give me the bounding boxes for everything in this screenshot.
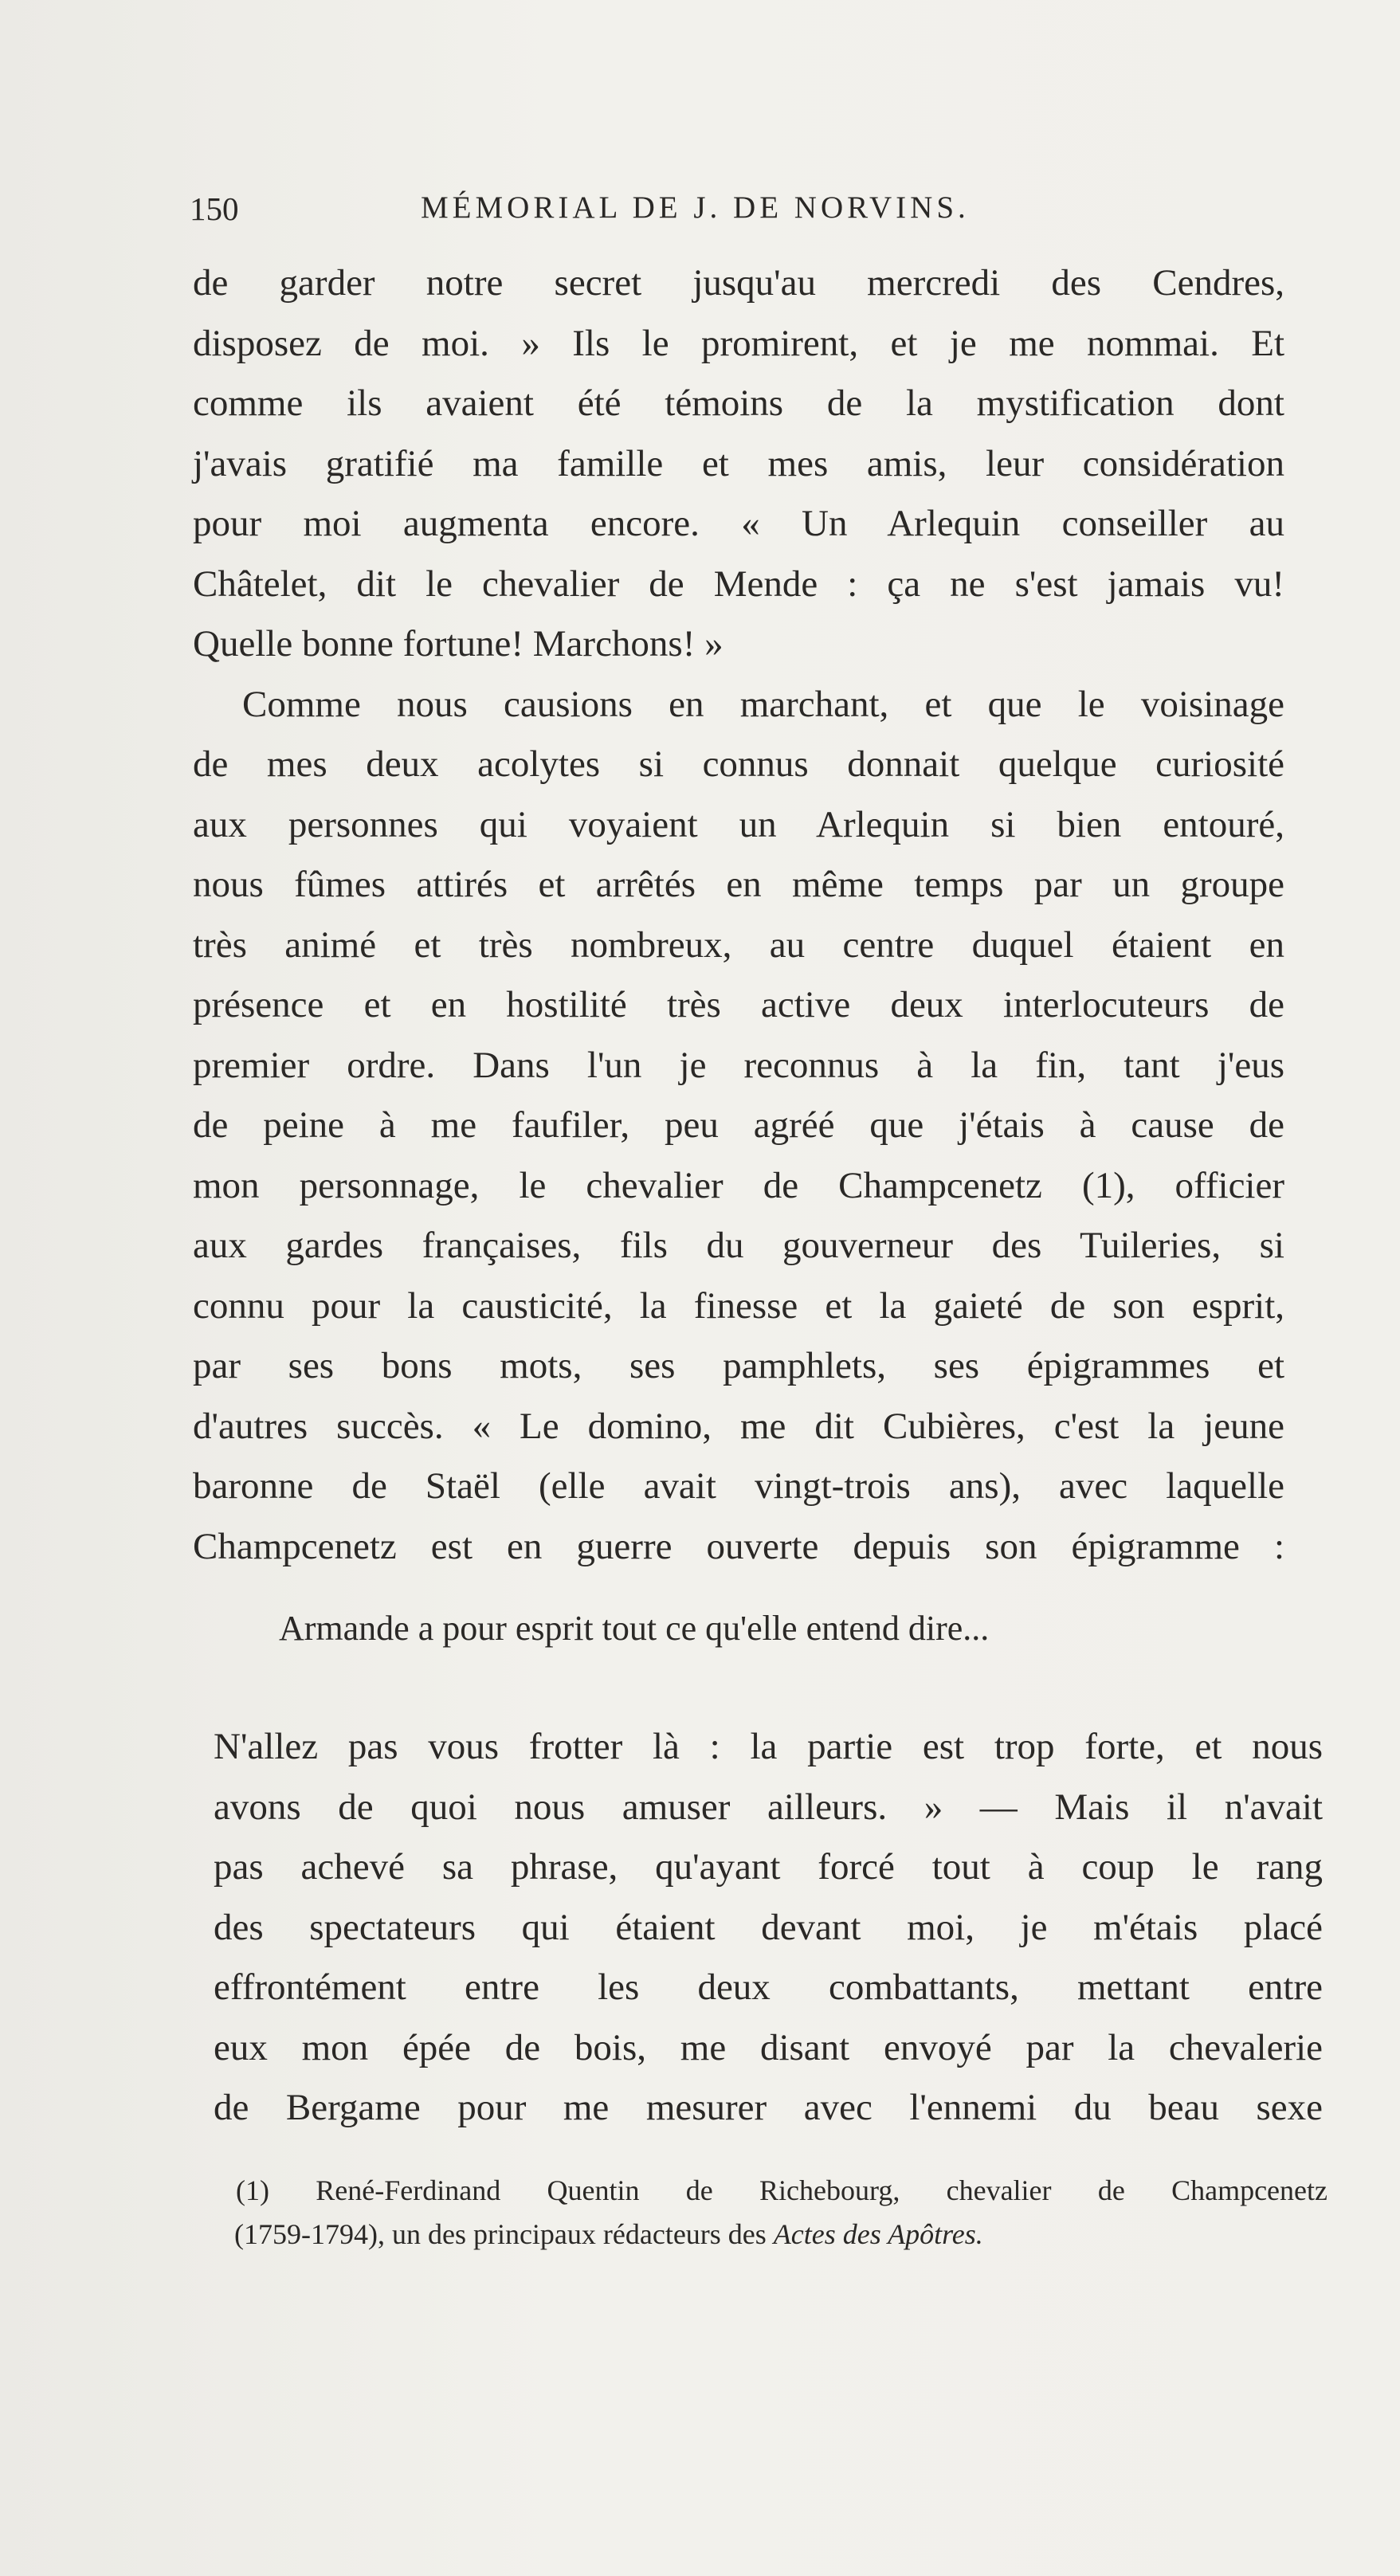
text-line: nous fûmes attirés et arrêtés en même temps par un groupe [193, 864, 1284, 905]
text-line: par ses bons mots, ses pamphlets, ses épigrammes et [193, 1345, 1284, 1386]
text-line: baronne de Staël (elle avait vingt-trois ans), avec laquelle [193, 1465, 1284, 1507]
footnote-line: (1) René-Ferdinand Quentin de Richebourg, chevalier de Champcenetz [236, 2174, 1327, 2206]
text-line: aux gardes françaises, fils du gouverneur des Tuileries, si [193, 1225, 1284, 1266]
text-line: Châtelet, dit le chevalier de Mende : ça ne s'est jamais vu! [193, 563, 1284, 605]
text-line: avons de quoi nous amuser ailleurs. » — Mais il n'avait [214, 1786, 1323, 1828]
page-number: 150 [190, 190, 239, 227]
text-line: N'allez pas vous frotter là : la partie est trop forte, et nous [214, 1726, 1323, 1767]
text-line: présence et en hostilité très active deux interlocuteurs de [193, 984, 1284, 1025]
text-line: connu pour la causticité, la finesse et la gaieté de son esprit, [193, 1284, 1284, 1327]
text-line: j'avais gratifié ma famille et mes amis, leur considération [193, 442, 1284, 484]
text-line: premier ordre. Dans l'un je reconnus à la fin, tant j'eus [193, 1044, 1284, 1086]
footnote [236, 2169, 1327, 2256]
text-line: Champcenetz est en guerre ouverte depuis son épigramme : [193, 1525, 1284, 1567]
text-line: pas achevé sa phrase, qu'ayant forcé tout à coup le rang [214, 1846, 1323, 1888]
text-line: de mes deux acolytes si connus donnait quelque curiosité [193, 743, 1284, 785]
text-line: de Bergame pour me mesurer avec l'ennemi du beau sexe [214, 2087, 1323, 2128]
text-line: Quelle bonne fortune! Marchons! » [193, 623, 724, 665]
footnote-text: (1759-1794), un des principaux rédacteurs des [234, 2218, 774, 2250]
text-line: aux personnes qui voyaient un Arlequin si bien entouré, [193, 803, 1284, 845]
text-line: Comme nous causions en marchant, et que le voisinage [242, 683, 1284, 725]
main-text-block [193, 253, 1284, 1577]
text-line: eux mon épée de bois, me disant envoyé par la chevalerie [214, 2026, 1323, 2068]
running-title: MÉMORIAL DE J. DE NORVINS. [421, 190, 970, 225]
running-head [190, 190, 1313, 237]
text-line: de garder notre secret jusqu'au mercredi des Cendres, [193, 262, 1284, 304]
continued-text-block [214, 1717, 1323, 2139]
verse-quote: Armande a pour esprit tout ce qu'elle entend dire... [279, 1609, 990, 1648]
footnote-line [234, 2213, 1327, 2256]
footnote-journal-title: Actes des Apôtres. [773, 2218, 983, 2250]
text-line: des spectateurs qui étaient devant moi, je m'étais placé [214, 1906, 1323, 1948]
text-line: mon personnage, le chevalier de Champcenetz (1), officier [193, 1164, 1284, 1206]
text-line: comme ils avaient été témoins de la mystification dont [193, 382, 1284, 424]
text-line: d'autres succès. « Le domino, me dit Cubières, c'est la jeune [193, 1405, 1284, 1447]
text-line: pour moi augmenta encore. « Un Arlequin conseiller au [193, 503, 1284, 544]
text-line: de peine à me faufiler, peu agréé que j'étais à cause de [193, 1104, 1284, 1146]
text-line: disposez de moi. » Ils le promirent, et je me nommai. Et [193, 322, 1284, 364]
text-line: très animé et très nombreux, au centre duquel étaient en [193, 923, 1284, 966]
text-line: effrontément entre les deux combattants, mettant entre [214, 1966, 1323, 2008]
